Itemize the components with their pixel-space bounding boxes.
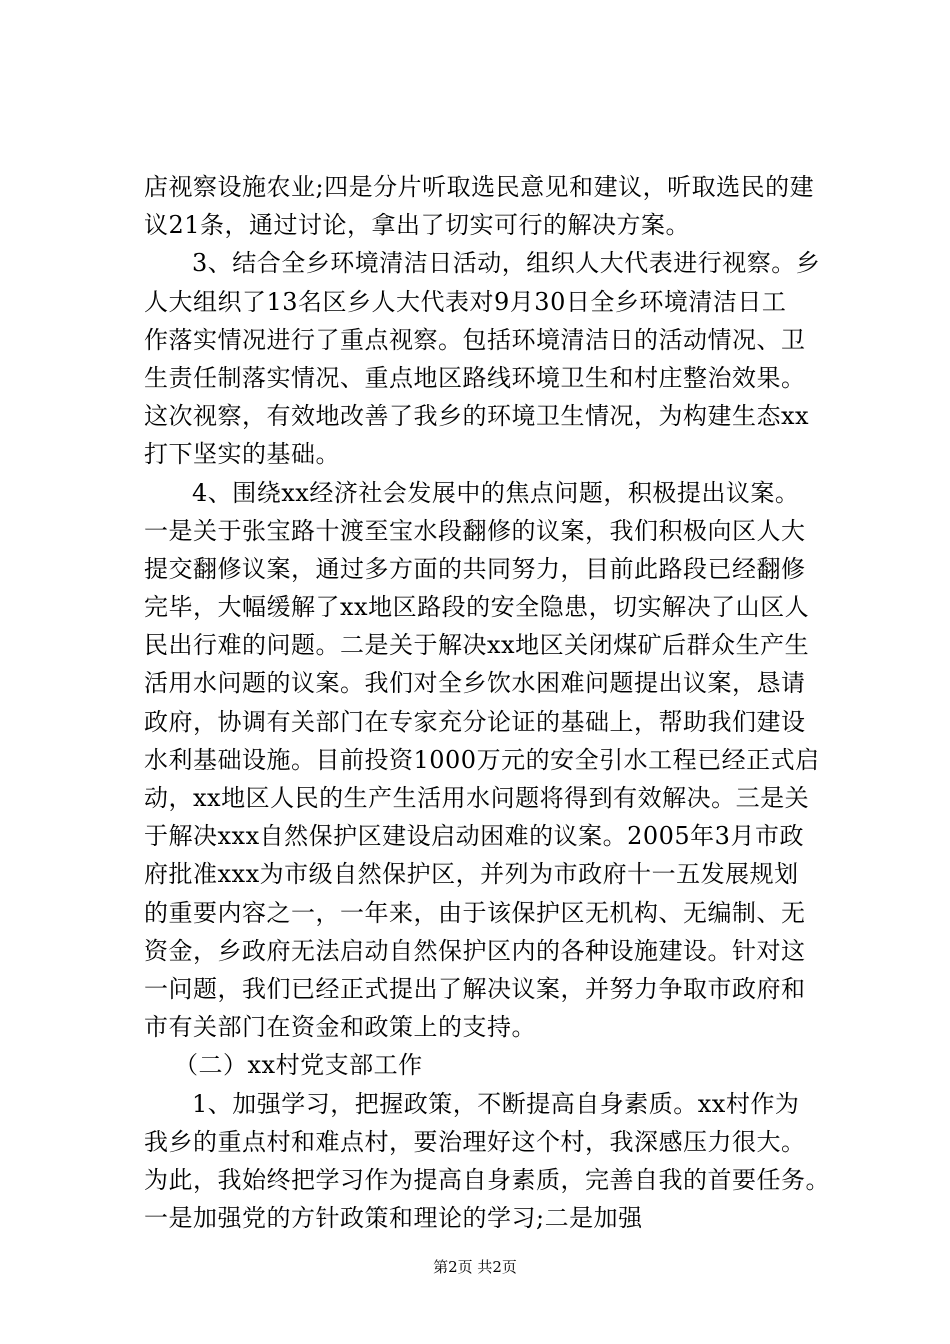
paragraph-start-line: 4、围绕xx经济社会发展中的焦点问题，积极提出议案。 [192,478,800,507]
text-line: 动，xx地区人民的生产生活用水问题将得到有效解决。三是关 [144,784,810,812]
text-line: 店视察设施农业;四是分片听取选民意见和建议，听取选民的建 [144,173,815,201]
document-body [144,168,844,1237]
text-line: 完毕，大幅缓解了xx地区路段的安全隐患，切实解决了山区人 [144,593,810,622]
text-line: 这次视察，有效地改善了我乡的环境卫生情况，为构建生态xx [144,402,810,431]
text-line: 议21条，通过讨论，拿出了切实可行的解决方案。 [144,211,691,240]
text-line: 提交翻修议案，通过多方面的共同努力，目前此路段已经翻修 [144,554,806,583]
text-line: 的重要内容之一，一年来，由于该保护区无机构、无编制、无 [144,898,806,927]
text-line: 我乡的重点村和难点村，要治理好这个村，我深感压力很大。 [144,1127,806,1156]
section-heading: （二）xx村党支部工作 [174,1051,423,1080]
paragraph-start-line: 1、加强学习，把握政策，不断提高自身素质。xx村作为 [192,1089,800,1118]
text-line: 一问题，我们已经正式提出了解决议案，并努力争取市政府和 [144,974,806,1003]
text-line: 为此，我始终把学习作为提高自身素质，完善自我的首要任务。 [144,1165,830,1194]
text-line: 民出行难的问题。二是关于解决xx地区关闭煤矿后群众生产生 [144,631,810,660]
text-line: 一是加强党的方针政策和理论的学习;二是加强 [144,1204,643,1233]
page-footer [0,1257,950,1277]
text-line: 资金，乡政府无法启动自然保护区内的各种设施建设。针对这 [144,936,806,965]
text-line: 一是关于张宝路十渡至宝水段翻修的议案，我们积极向区人大 [144,516,806,545]
text-line: 政府，协调有关部门在专家充分论证的基础上，帮助我们建设 [144,707,806,736]
text-line: 于解决xxx自然保护区建设启动困难的议案。2005年3月市政 [144,822,804,851]
text-line: 市有关部门在资金和政策上的支持。 [144,1013,536,1042]
paragraph-start-line: 3、结合全乡环境清洁日活动，组织人大代表进行视察。乡 [192,249,821,278]
text-line: 生责任制落实情况、重点地区路线环境卫生和村庄整治效果。 [144,363,806,392]
text-line: 打下坚实的基础。 [144,440,340,469]
text-line: 活用水问题的议案。我们对全乡饮水困难问题提出议案，恳请 [144,669,806,698]
page-number: 第2页 共2页 [433,1258,517,1276]
text-line: 府批准xxx为市级自然保护区，并列为市政府十一五发展规划 [144,860,799,889]
text-line: 人大组织了13名区乡人大代表对9月30日全乡环境清洁日工 [144,287,787,316]
text-line: 作落实情况进行了重点视察。包括环境清洁日的活动情况、卫 [144,325,806,354]
text-line: 水利基础设施。目前投资1000万元的安全引水工程已经正式启 [144,745,820,774]
